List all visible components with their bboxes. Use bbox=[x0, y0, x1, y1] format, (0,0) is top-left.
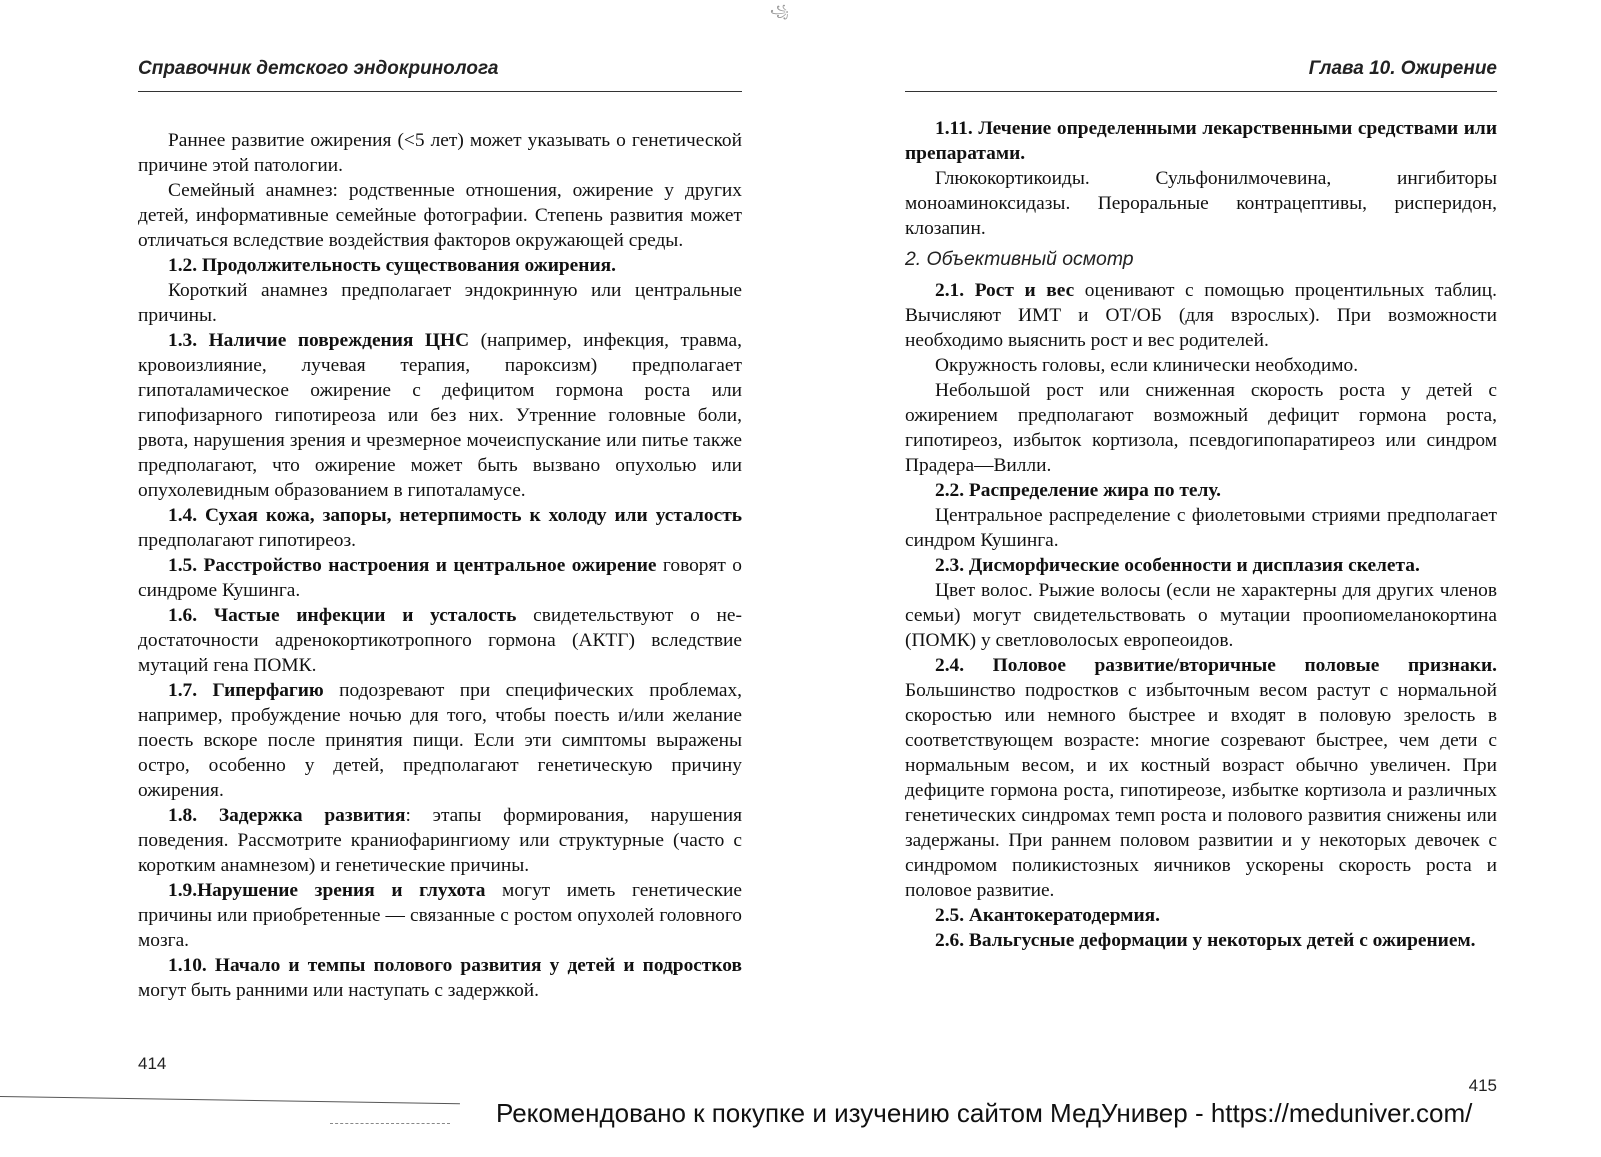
paragraph: 2.1. Рост и вес оценивают с помощью процентильных таблиц. Вычисляют ИМТ и ОТ/ОБ (для взрослых). При возможности необходимо выяснить рост и вес родителей. bbox=[905, 280, 1497, 351]
paragraph: 1.2. Продолжительность существования ожирения. bbox=[168, 255, 616, 276]
paragraph: 1.8. Задержка развития: этапы формирования, нарушения поведения. Рассмотрите краниофарингиому или структурные (часто с коротким анамнезом) и генетические причины. bbox=[138, 805, 742, 876]
right-header-rule bbox=[905, 91, 1497, 92]
paragraph: 1.7. Гиперфагию подозревают при специфических проблемах, например, пробуждение ночью для того, чтобы поесть и/или желание поесть вскоре после принятия пищи. Если эти симптомы выражены остро, особенно у детей, предполагают генетическую причину ожирения. bbox=[138, 680, 742, 801]
paragraph: 1.6. Частые инфекции и усталость свидетельствуют о недостаточности адренокортикотропного гормона (АКТГ) вследствие мутаций гена ПОМК. bbox=[138, 605, 743, 676]
scan-mark: ꧁ bbox=[770, 4, 789, 18]
right-page-body bbox=[905, 116, 1497, 953]
paragraph: 2.4. Половое развитие/вторичные половые признаки. Большинство подростков с избыточным весом растут с нормальной скоростью или немного быстрее и входят в половую зрелость в соответствующем возрасте: многие созревают быстрее, чем дети с нормальным весом, и их костный возраст обычно увеличен. При дефиците гормона роста, гипотиреозе, избытке кортизола и различных генетических синдромах темп роста и полового развития снижены или задержаны. При раннем половом развитии и у некоторых девочек с синдромом поликистозных яичников ускорены скорость роста и половое развитие. bbox=[905, 655, 1497, 901]
paragraph: 1.10. Начало и темпы полового развития у детей и подростков могут быть ранними или наступать с задержкой. bbox=[138, 955, 742, 1001]
paragraph: Центральное распределение с фиолетовыми стриями предполагает синдром Кушинга. bbox=[905, 505, 1497, 551]
paragraph: 1.9.Нарушение зрения и глухота могут иметь генетические причины или приобретенные — связанные с ростом опухолей головного мозга. bbox=[138, 880, 742, 951]
section-heading: 2. Объективный осмотр bbox=[905, 248, 1134, 270]
paragraph: Раннее развитие ожирения (<5 лет) может указывать о генетической причине этой патологии. bbox=[138, 130, 742, 176]
paragraph: Глюкокортикоиды. Сульфонилмочевина, ингибиторы моноаминоксидазы. Пероральные контрацептивы, рисперидон, клозапин. bbox=[905, 168, 1497, 239]
paragraph: 2.6. Вальгусные деформации у некоторых детей с ожирением. bbox=[935, 930, 1476, 951]
paragraph: Короткий анамнез предполагает эндокринную или центральные причины. bbox=[138, 280, 742, 326]
footer-recommendation: Рекомендовано к покупке и изучению сайтом МедУнивер - https://meduniver.com/ bbox=[496, 1098, 1473, 1128]
right-page-number: 415 bbox=[1468, 1076, 1497, 1095]
left-running-head: Справочник детского эндокринолога bbox=[138, 58, 499, 79]
scan-edge-dash bbox=[330, 1123, 450, 1124]
paragraph: 1.4. Сухая кожа, запоры, нетерпимость к холоду или усталость предполагают гипотиреоз. bbox=[138, 505, 742, 551]
paragraph: Небольшой рост или сниженная скорость роста у детей с ожирением предполагают возможный дефицит гормона роста, гипотиреоз, избыток кортизола, псевдогипопаратиреоз или синдром Прадера—Вилли. bbox=[905, 380, 1497, 476]
left-page-number: 414 bbox=[138, 1054, 167, 1073]
paragraph: 2.5. Акантокератодермия. bbox=[935, 905, 1160, 926]
paragraph: 1.11. Лечение определенными лекарственными средствами или препаратами. bbox=[905, 118, 1497, 164]
paragraph: Цвет волос. Рыжие волосы (если не характерны для других членов семьи) могут свидетельствовать о мутации проопиомеланокортина (ПОМК) у светловолосых европеоидов. bbox=[905, 580, 1497, 651]
paragraph: 2.3. Дисморфические особенности и дисплазия скелета. bbox=[935, 555, 1420, 576]
right-running-head: Глава 10. Ожирение bbox=[1308, 58, 1497, 79]
paragraph: 1.5. Расстройство настроения и центральное ожирение говорят о синдроме Кушинга. bbox=[138, 555, 742, 601]
scan-edge-line bbox=[0, 1096, 460, 1104]
left-page-body bbox=[138, 128, 742, 1003]
paragraph: 1.3. Наличие повреждения ЦНС (например, инфекция, травма, кровоизлияние, лучевая терапия, пароксизм) предполагает гипоталамическое ожирение с дефицитом гормона роста или гипофизарного гипотиреоза или без них. Утренние головные боли, рвота, нарушения зрения и чрезмерное мочеиспускание или питье также предполагают, что ожирение может быть вызвано опухолью или опухолевидным образованием в гипоталамусе. bbox=[138, 330, 742, 501]
left-header-rule bbox=[138, 91, 742, 92]
paragraph: Семейный анамнез: родственные отношения, ожирение у других детей, информативные семейные фотографии. Степень развития может отличаться вследствие воздействия факторов окружающей среды. bbox=[138, 180, 742, 251]
paragraph: 2.2. Распределение жира по телу. bbox=[935, 480, 1221, 501]
paragraph: Окружность головы, если клинически необходимо. bbox=[935, 355, 1359, 376]
